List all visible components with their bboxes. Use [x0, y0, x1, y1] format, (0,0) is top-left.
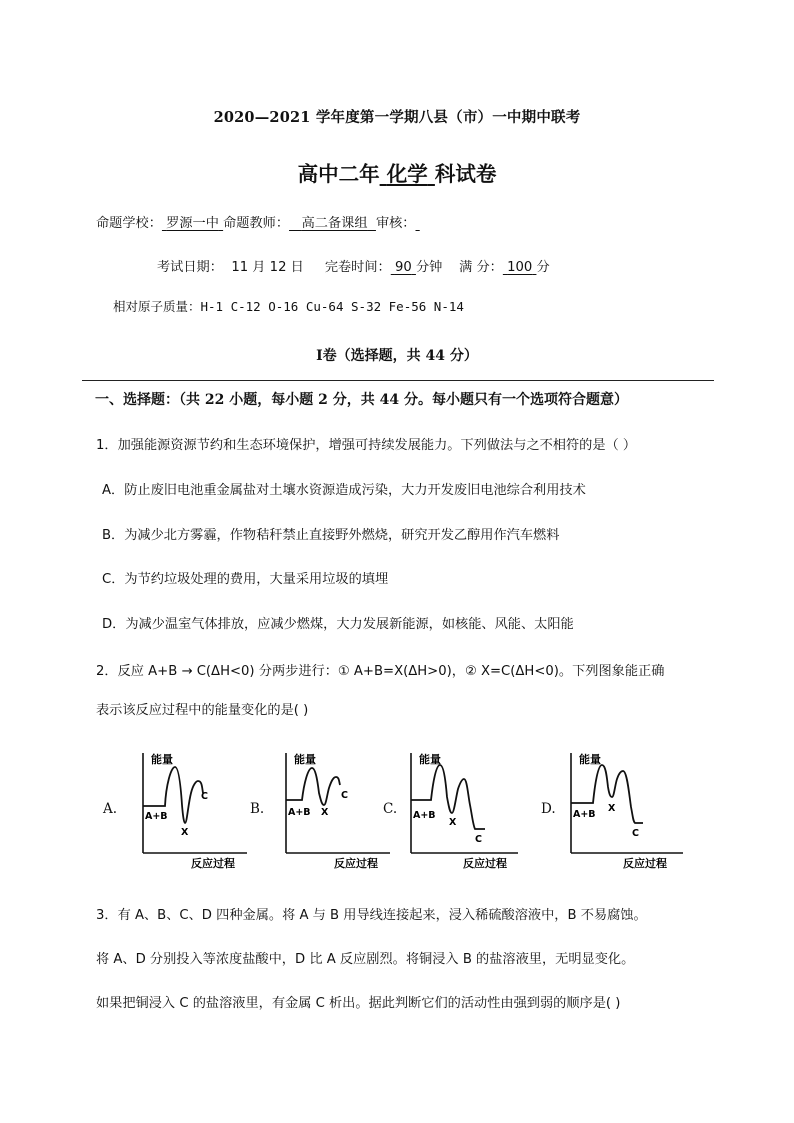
date-value: 11 月 12 日	[231, 260, 304, 275]
x-axis-label: 反应过程	[623, 857, 667, 870]
q3-stem-line1: 3．有 A、B、C、D 四种金属。将 A 与 B 用导线连接起来，浸入稀硫酸溶液中，B 不易腐蚀。	[96, 908, 647, 923]
q2-stem-line2: 表示该反应过程中的能量变化的是( )	[96, 703, 309, 718]
time-unit: 分钟	[415, 260, 443, 275]
reactant-label: A+B	[413, 810, 436, 821]
paper-title	[0, 157, 794, 187]
diagram-c-option: C.	[383, 801, 398, 817]
author-line	[96, 212, 420, 231]
product-label: C	[475, 834, 482, 845]
reactant-label: A+B	[288, 807, 311, 818]
x-axis-label: 反应过程	[334, 857, 378, 870]
reactant-label: A+B	[573, 809, 596, 820]
intermediate-label: X	[321, 807, 329, 818]
reactant-label: A+B	[145, 811, 168, 822]
score-unit: 分	[536, 260, 550, 275]
teacher-value: 高二备课组	[301, 216, 368, 231]
paper-title-subject: 化学	[386, 162, 428, 186]
schedule-line	[157, 256, 550, 275]
q1-option-b: B．为减少北方雾霾，作物秸秆禁止直接野外燃烧，研究开发乙醇用作汽车燃料	[102, 528, 560, 543]
y-axis-label: 能量	[579, 753, 601, 766]
product-label: C	[201, 791, 208, 802]
q1-option-d: D．为减少温室气体排放，应减少燃煤，大力发展新能源，如核能、风能、太阳能	[102, 617, 574, 632]
x-axis-label: 反应过程	[191, 857, 235, 870]
diagram-a-option: A.	[103, 801, 118, 817]
y-axis-label: 能量	[151, 753, 173, 766]
q1-option-a: A．防止废旧电池重金属盐对土壤水资源造成污染，大力开发废旧电池综合利用技术	[102, 483, 586, 498]
section-title: Ⅰ卷（选择题，共 44 分）	[316, 348, 478, 364]
school-value: 罗源一中	[166, 216, 219, 231]
section-divider	[82, 380, 714, 381]
paper-title-suffix: 科试卷	[434, 162, 497, 186]
energy-diagram-d	[563, 745, 688, 870]
reviewer-label: 审核：	[375, 216, 416, 231]
y-axis-label: 能量	[294, 753, 316, 766]
product-label: C	[632, 828, 639, 839]
q1-stem: 1．加强能源资源节约和生态环境保护，增强可持续发展能力。下列做法与之不相符的是（ ）	[96, 438, 637, 453]
diagram-b-option: B.	[250, 801, 265, 817]
q3-stem-line3: 如果把铜浸入 C 的盐溶液里，有金属 C 析出。据此判断它们的活动性由强到弱的顺序是( )	[96, 996, 621, 1011]
q1-option-c: C．为节约垃圾处理的费用，大量采用垃圾的填埋	[102, 572, 389, 587]
score-value: 100	[507, 260, 533, 275]
time-label: 完卷时间：	[324, 260, 391, 275]
reviewer-value	[416, 216, 420, 231]
date-label: 考试日期：	[157, 260, 223, 275]
time-value: 90	[394, 260, 412, 275]
teacher-label: 命题教师：	[223, 216, 290, 231]
school-label: 命题学校：	[96, 216, 162, 231]
energy-diagram-c	[403, 745, 523, 870]
q3-stem-line2: 将 A、D 分别投入等浓度盐酸中，D 比 A 反应剧烈。将铜浸入 B 的盐溶液里，无明显变化。	[96, 952, 635, 967]
energy-diagram-a	[135, 745, 250, 870]
atomic-mass-line: 相对原子质量：H-1 C-12 O-16 Cu-64 S-32 Fe-56 N-14	[113, 299, 464, 314]
paper-title-prefix: 高中二年	[297, 162, 380, 186]
y-axis-label: 能量	[419, 753, 441, 766]
energy-diagram-b	[278, 745, 393, 870]
q2-stem-line1: 2．反应 A+B → C(ΔH<0) 分两步进行：① A+B=X(ΔH>0)，② X=C(ΔH<0)。下列图象能正确	[96, 664, 665, 679]
intermediate-label: X	[181, 827, 189, 838]
exam-title: 2020—2021 学年度第一学期八县（市）一中期中联考	[213, 109, 581, 126]
diagram-d-option: D.	[541, 801, 556, 817]
intermediate-label: X	[449, 817, 457, 828]
product-label: C	[341, 790, 348, 801]
intermediate-label: X	[608, 803, 616, 814]
part-heading: 一、选择题：（共 22 小题，每小题 2 分，共 44 分。每小题只有一个选项符合题意）	[95, 392, 628, 408]
score-label: 满 分：	[459, 260, 503, 275]
x-axis-label: 反应过程	[463, 857, 507, 870]
